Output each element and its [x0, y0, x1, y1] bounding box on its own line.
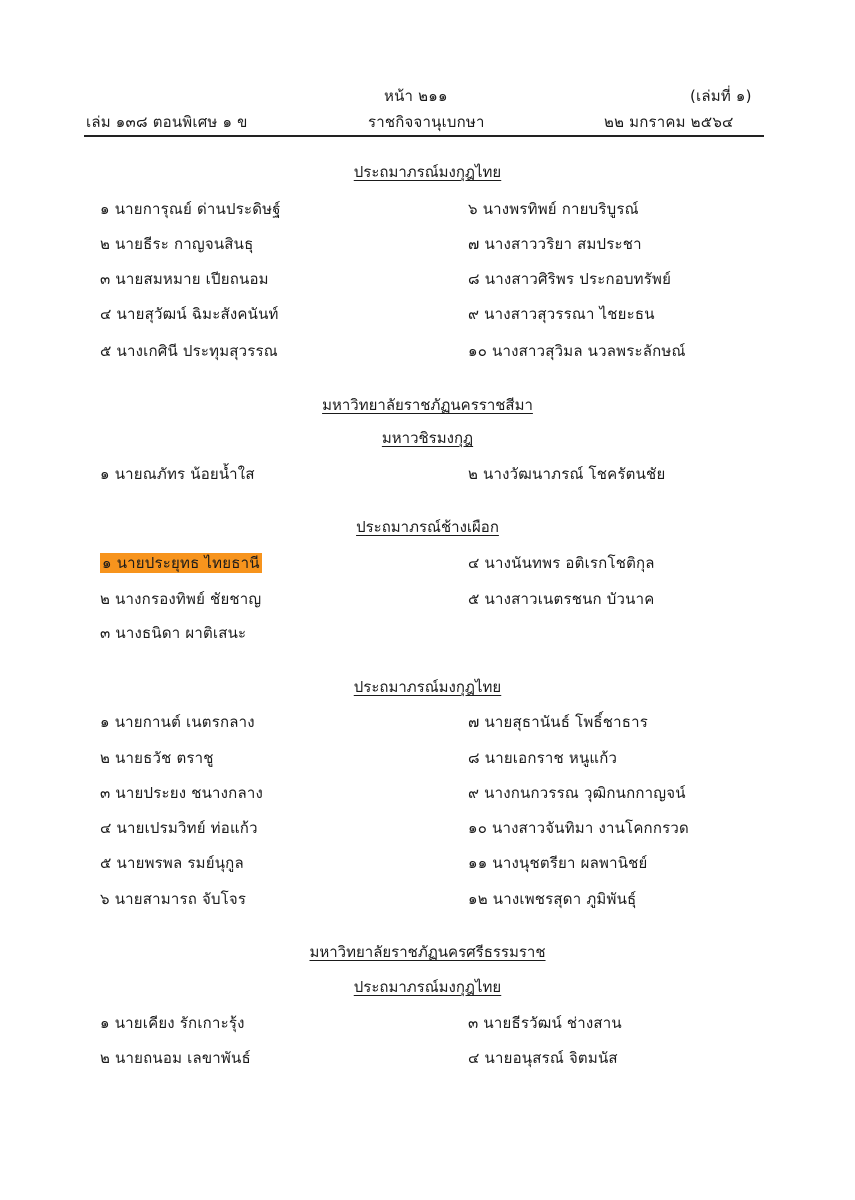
page-number: หน้า ๒๑๑ [384, 87, 448, 105]
list-item: ๖ นายสามารถ จับโจร [100, 890, 247, 908]
list-item: ๕ นางเกศินี ประทุมสุวรรณ [100, 342, 278, 360]
list-item: ๑๑ นางนุชตรียา ผลพานิชย์ [468, 854, 648, 872]
list-item: ๘ นายเอกราช หนูแก้ว [468, 749, 618, 767]
list-item: ๑๐ นางสาวจันทิมา งานโคกกรวด [468, 819, 689, 837]
highlighted-name: ๑ นายประยุทธ ไทยธานี [102, 554, 260, 572]
list-item: ๒ นายธีระ กาญจนสินธุ [100, 235, 254, 253]
list-item: ๑ นายเคียง รักเกาะรุ้ง [100, 1014, 245, 1032]
list-item: ๑๒ นางเพชรสุดา ภูมิพันธุ์ [468, 890, 637, 908]
list-item: ๘ นางสาวศิริพร ประกอบทรัพย์ [468, 270, 672, 288]
university-heading: มหาวิทยาลัยราชภัฏนครศรีธรรมราช [309, 943, 546, 961]
list-item: ๑ นายกานต์ เนตรกลาง [100, 713, 255, 731]
list-item: ๔ นายสุวัฒน์ ฉิมะสังคนันท์ [100, 305, 279, 323]
list-item: ๖ นางพรทิพย์ กายบริบูรณ์ [468, 200, 639, 218]
list-item: ๗ นางสาววริยา สมประชา [468, 235, 642, 253]
list-item: ๑๐ นางสาวสุวิมล นวลพระลักษณ์ [468, 342, 686, 360]
header-divider [84, 135, 764, 137]
list-item: ๓ นายสมหมาย เปียถนอม [100, 270, 269, 288]
section-heading: มหาวชิรมงกุฎ [381, 429, 474, 447]
section-heading: ประถมาภรณ์มงกุฎไทย [353, 978, 502, 996]
list-item: ๓ นายประยง ชนางกลาง [100, 784, 264, 802]
list-item: ๗ นายสุธานันธ์ โพธิ์ชาธาร [468, 713, 649, 731]
list-item: ๒ นางวัฒนาภรณ์ โชครัตนชัย [468, 465, 666, 483]
list-item: ๙ นางสาวสุวรรณา ไชยะธน [468, 305, 655, 323]
list-item: ๓ นายธีรวัฒน์ ช่างสาน [468, 1014, 622, 1032]
volume-number: (เล่มที่ ๑) [690, 87, 752, 105]
list-item: ๕ นายพรพล รมย์นุกูล [100, 854, 244, 872]
list-item: ๑ นายการุณย์ ด่านประดิษฐ์ [100, 200, 281, 218]
list-item: ๒ นางกรองทิพย์ ชัยชาญ [100, 590, 262, 608]
list-item: ๑ นายณภัทร น้อยน้ำใส [100, 465, 255, 483]
list-item: ๒ นายธวัช ตราชู [100, 749, 214, 767]
list-item: ๔ นายอนุสรณ์ จิตมนัส [468, 1049, 618, 1067]
list-item: ๔ นางนันทพร อติเรกโชติกุล [468, 554, 655, 572]
section-heading: ประถมาภรณ์มงกุฎไทย [353, 163, 502, 181]
section-heading: ประถมาภรณ์ช้างเผือก [356, 518, 499, 536]
list-item: ๔ นายเปรมวิทย์ ท่อแก้ว [100, 819, 258, 837]
section-heading: ประถมาภรณ์มงกุฎไทย [353, 678, 502, 696]
issue-info: เล่ม ๑๓๘ ตอนพิเศษ ๑ ข [86, 113, 248, 131]
list-item-highlighted [100, 551, 262, 575]
list-item: ๒ นายถนอม เลขาพันธ์ [100, 1049, 251, 1067]
list-item: ๕ นางสาวเนตรชนก บัวนาค [468, 590, 655, 608]
publication-title: ราชกิจจานุเบกษา [368, 113, 485, 131]
publication-date: ๒๒ มกราคม ๒๕๖๔ [604, 113, 734, 131]
list-item: ๙ นางกนกวรรณ วุฒิกนกกาญจน์ [468, 784, 686, 802]
university-heading: มหาวิทยาลัยราชภัฏนครราชสีมา [322, 396, 533, 414]
list-item: ๓ นางธนิดา ผาติเสนะ [100, 624, 247, 642]
